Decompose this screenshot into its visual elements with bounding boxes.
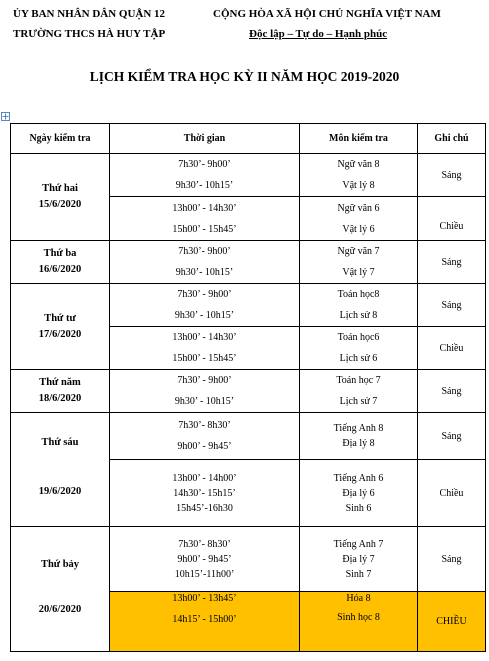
day-date: 18/6/2020	[38, 393, 82, 404]
note-cell: Sáng	[418, 370, 486, 413]
day-name: Thứ sáu	[41, 437, 79, 448]
time-slot: 13h00’ - 14h30’	[172, 332, 237, 343]
note-cell: Sáng	[418, 527, 486, 592]
time-cell	[110, 327, 300, 370]
table-row	[11, 370, 486, 413]
subject: Vật lý 8	[342, 180, 375, 191]
time-slot: 7h30’- 9h00’	[178, 246, 231, 257]
subject: Toán học6	[337, 332, 380, 343]
table-row	[11, 154, 486, 197]
time-slot: 9h30’- 10h15’	[175, 267, 234, 278]
day-cell	[11, 527, 110, 652]
subject-cell	[300, 241, 418, 284]
header-subject: Môn kiểm tra	[300, 124, 418, 154]
time-cell	[110, 527, 300, 592]
time-cell	[110, 241, 300, 284]
time-slot: 7h30’- 8h30’	[178, 420, 231, 431]
subject: Lịch sử 6	[339, 353, 378, 364]
day-name: Thứ bảy	[40, 559, 80, 570]
time-cell	[110, 370, 300, 413]
time-slot: 7h30’- 8h30’	[178, 538, 231, 550]
subject: Sinh 7	[345, 568, 372, 580]
subject-cell	[300, 154, 418, 197]
table-header-row	[11, 124, 486, 154]
subject: Toán học 7	[336, 375, 381, 386]
note-cell: Sáng	[418, 241, 486, 284]
agency-name: ỦY BAN NHÂN DÂN QUẬN 12	[13, 8, 166, 20]
day-date: 17/6/2020	[38, 328, 82, 340]
day-date: 15/6/2020	[38, 199, 82, 210]
subject: Địa lý 8	[342, 438, 375, 449]
subject-cell	[300, 413, 418, 460]
subject: Ngữ văn 7	[337, 246, 380, 257]
day-cell	[11, 154, 110, 241]
subject: Địa lý 6	[342, 487, 375, 499]
subject: Ngữ văn 8	[337, 159, 380, 170]
day-name: Thứ tư	[44, 312, 76, 324]
time-slot: 14h15’ - 15h00’	[172, 614, 237, 625]
time-slot: 7h30’- 9h00’	[178, 159, 231, 170]
note-cell: Chiều	[418, 460, 486, 527]
subject: Vật lý 6	[342, 223, 375, 235]
time-slot: 15h45’-16h30	[176, 502, 233, 514]
time-slot: 15h00’ - 15h45’	[172, 353, 237, 364]
document-title: LỊCH KIỂM TRA HỌC KỲ II NĂM HỌC 2019-2020	[89, 69, 400, 84]
table-row	[11, 241, 486, 284]
time-slot: 13h00’ - 14h30’	[172, 202, 237, 214]
day-cell	[11, 413, 110, 527]
table-row	[11, 284, 486, 327]
subject: Toán học8	[337, 289, 380, 300]
time-cell	[110, 154, 300, 197]
note-cell: CHIỀU	[418, 592, 486, 652]
time-slot: 13h00’ - 14h00’	[172, 472, 237, 484]
note-cell: Sáng	[418, 154, 486, 197]
subject-cell	[300, 592, 418, 652]
table-row	[11, 527, 486, 592]
subject: Lịch sử 7	[339, 396, 378, 407]
time-cell	[110, 592, 300, 652]
time-cell	[110, 413, 300, 460]
day-name: Thứ năm	[39, 377, 81, 388]
school-name: TRƯỜNG THCS HÀ HUY TẬP	[13, 28, 166, 40]
subject: Tiếng Anh 7	[333, 538, 384, 550]
subject-cell	[300, 284, 418, 327]
day-date: 19/6/2020	[38, 486, 82, 497]
day-date: 16/6/2020	[38, 264, 82, 275]
subject-cell	[300, 327, 418, 370]
day-name: Thứ hai	[42, 183, 78, 194]
subject-cell	[300, 197, 418, 241]
note-cell: Chiều	[418, 197, 486, 241]
time-slot: 13h00’ - 13h45’	[172, 593, 237, 604]
subject: Sinh 6	[345, 502, 372, 514]
subject: Lịch sử 8	[339, 310, 378, 321]
time-slot: 9h00’ - 9h45’	[177, 553, 232, 565]
subject: Địa lý 7	[342, 553, 375, 565]
subject-cell	[300, 460, 418, 527]
note-cell: Sáng	[418, 413, 486, 460]
header-time: Thời gian	[110, 124, 300, 154]
day-cell	[11, 241, 110, 284]
time-cell	[110, 460, 300, 527]
time-slot: 7h30’ - 9h00’	[177, 375, 232, 386]
time-slot: 7h30’ - 9h00’	[177, 289, 232, 300]
subject: Tiếng Anh 8	[333, 423, 384, 434]
subject: Sinh học 8	[337, 612, 380, 623]
time-slot: 10h15’-11h00’	[174, 568, 235, 580]
day-cell	[11, 284, 110, 370]
note-cell: Sáng	[418, 284, 486, 327]
subject: Vật lý 7	[342, 267, 375, 278]
subject: Hóa 8	[346, 593, 371, 604]
exam-schedule-table	[10, 123, 486, 652]
subject: Ngữ văn 6	[337, 202, 380, 214]
subject-cell	[300, 370, 418, 413]
time-cell	[110, 197, 300, 241]
header-date: Ngày kiểm tra	[11, 124, 110, 154]
subject: Tiếng Anh 6	[333, 472, 384, 484]
subject-cell	[300, 527, 418, 592]
note-cell: Chiều	[418, 327, 486, 370]
day-date: 20/6/2020	[38, 604, 82, 615]
move-handle-icon[interactable]	[1, 112, 10, 121]
time-slot: 9h30’ - 10h15’	[174, 310, 235, 321]
national-motto: Độc lập – Tự do – Hạnh phúc	[249, 28, 388, 40]
day-name: Thứ ba	[43, 248, 77, 259]
time-cell	[110, 284, 300, 327]
time-slot: 9h00’ - 9h45’	[177, 441, 232, 452]
time-slot: 14h30’- 15h15’	[173, 487, 236, 499]
time-slot: 9h30’ - 10h15’	[174, 396, 235, 407]
table-row	[11, 413, 486, 460]
header-note: Ghi chú	[418, 124, 486, 154]
time-slot: 9h30’- 10h15’	[175, 180, 234, 191]
country-name: CỘNG HÒA XÃ HỘI CHỦ NGHĨA VIỆT NAM	[213, 8, 441, 20]
time-slot: 15h00’ - 15h45’	[172, 223, 237, 235]
day-cell	[11, 370, 110, 413]
